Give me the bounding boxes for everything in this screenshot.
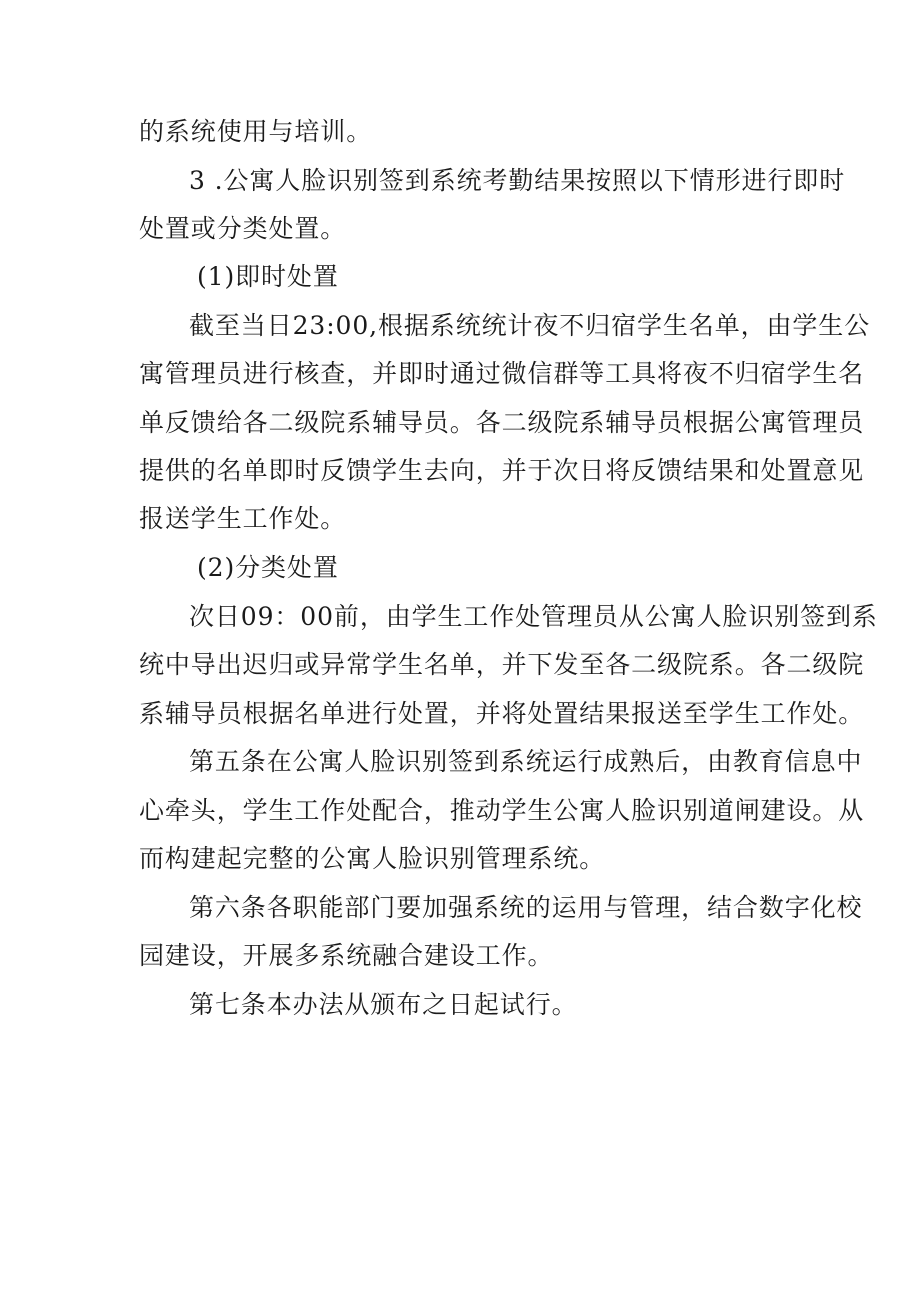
- text-line: 园建设，开展多系统融合建设工作。: [139, 941, 554, 970]
- text-line: 而构建起完整的公寓人脸识别管理系统。: [139, 844, 606, 873]
- text-line: 寓管理员进行核查，并即时通过微信群等工具将夜不归宿学生名: [139, 359, 865, 388]
- text-line: 心牵头，学生工作处配合，推动学生公寓人脸识别道闸建设。从: [139, 796, 865, 825]
- text-line: 系辅导员根据名单进行处置，并将处置结果报送至学生工作处。: [139, 699, 865, 728]
- text-line: 第五条在公寓人脸识别签到系统运行成熟后，由教育信息中: [189, 747, 863, 776]
- text-line: 处置或分类处置。: [139, 214, 347, 243]
- section-heading: (2)分类处置: [197, 553, 339, 582]
- text-line: 第六条各职能部门要加强系统的运用与管理，结合数字化校: [189, 893, 863, 922]
- text-line: 报送学生工作处。: [139, 504, 347, 533]
- text-line: 第七条本办法从颁布之日起试行。: [189, 990, 578, 1019]
- text-line: 3 .公寓人脸识别签到系统考勤结果按照以下情形进行即时: [189, 166, 846, 195]
- text-line: 单反馈给各二级院系辅导员。各二级院系辅导员根据公寓管理员: [139, 408, 865, 437]
- section-heading: (1)即时处置: [197, 262, 339, 291]
- text-line: 截至当日23:00,根据系统统计夜不归宿学生名单，由学生公: [189, 311, 871, 340]
- text-line: 提供的名单即时反馈学生去向，并于次日将反馈结果和处置意见: [139, 456, 865, 485]
- text-line: 次日09：00前，由学生工作处管理员从公寓人脸识别签到系: [189, 602, 878, 631]
- text-line: 统中导出迟归或异常学生名单，并下发至各二级院系。各二级院: [139, 650, 865, 679]
- text-line: 的系统使用与培训。: [139, 117, 373, 146]
